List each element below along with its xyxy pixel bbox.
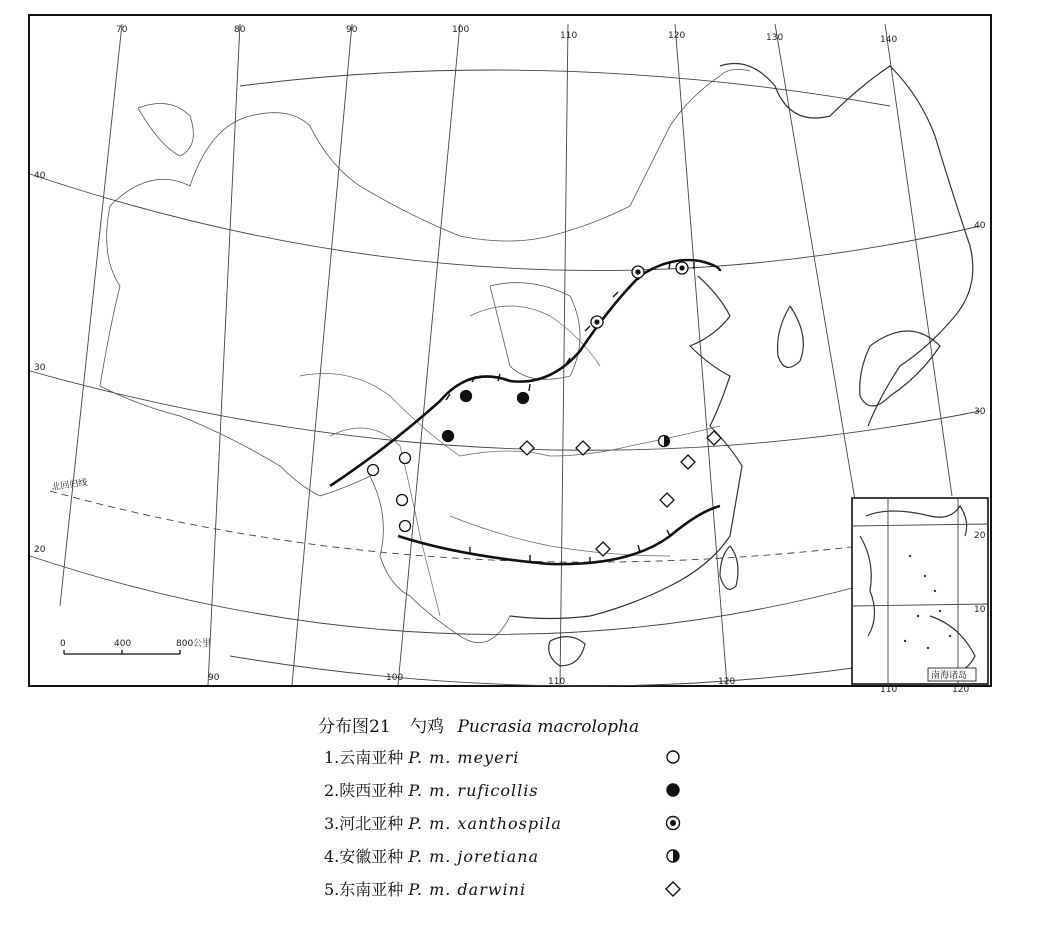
occurrence-markers xyxy=(368,262,722,556)
diamond-marker xyxy=(660,493,674,507)
scale-tick-400: 400 xyxy=(114,639,132,649)
legend-item xyxy=(318,877,738,910)
filled-circle-icon xyxy=(664,781,682,799)
scale-bar xyxy=(60,638,211,654)
legend-latin-name: P. m. darwini xyxy=(408,880,527,899)
lon-label-110-bottom: 110 xyxy=(548,677,566,687)
diamond-icon xyxy=(664,880,682,898)
range-boundary-ticks xyxy=(446,262,694,564)
figure-caption xyxy=(318,712,738,910)
diamond-marker xyxy=(681,455,695,469)
legend-latin-name: P. m. joretiana xyxy=(408,847,540,866)
inset-title: 南海诸岛 xyxy=(931,671,968,681)
legend-latin-name: P. m. meyeri xyxy=(408,748,520,767)
half-circle-marker xyxy=(659,436,670,447)
lon-label-140: 140 xyxy=(880,35,898,45)
filled-circle-marker xyxy=(518,393,529,404)
longitude-labels-top xyxy=(116,25,897,45)
figure-number: 分布图21 xyxy=(318,717,391,737)
lat-label-30-right: 30 xyxy=(974,407,986,417)
distribution-map xyxy=(28,14,992,695)
legend-number: 3. xyxy=(324,814,340,833)
legend-number: 4. xyxy=(324,847,340,866)
tropic-label: 北回归线 xyxy=(51,478,89,493)
lat-label-40-left: 40 xyxy=(34,171,46,181)
species-scientific-name: Pucrasia macrolopha xyxy=(457,717,640,737)
meridians xyxy=(60,24,952,685)
legend-number: 1. xyxy=(324,748,340,767)
caption-title xyxy=(318,712,738,737)
open-circle-marker xyxy=(397,495,408,506)
open-circle-marker xyxy=(368,465,379,476)
open-circle-marker xyxy=(400,453,411,464)
half-filled-circle-icon xyxy=(664,847,682,865)
open-circle-icon xyxy=(664,748,682,766)
legend-number: 5. xyxy=(324,880,340,899)
dot-circle-marker xyxy=(676,262,688,274)
lon-label-130: 130 xyxy=(766,33,784,43)
lon-label-90: 90 xyxy=(346,25,358,35)
lat-label-40-right: 40 xyxy=(974,221,986,231)
scale-tick-0: 0 xyxy=(60,639,66,649)
lon-label-100: 100 xyxy=(452,25,470,35)
legend-item xyxy=(318,745,738,778)
lon-label-120: 120 xyxy=(668,31,686,41)
legend-subspecies-name: 东南亚种 xyxy=(339,880,404,899)
legend-subspecies-name: 河北亚种 xyxy=(339,814,404,833)
inset-map xyxy=(852,498,988,695)
species-common-name: 勺鸡 xyxy=(410,717,445,737)
filled-circle-marker xyxy=(443,431,454,442)
legend-latin-name: P. m. ruficollis xyxy=(408,781,539,800)
latitude-labels xyxy=(34,171,986,555)
lon-label-100-bottom: 100 xyxy=(386,673,404,683)
inset-lat-10: 10 xyxy=(974,605,986,615)
rivers xyxy=(300,306,720,616)
legend-subspecies-name: 云南亚种 xyxy=(339,748,404,767)
diamond-marker xyxy=(707,431,721,445)
inset-lat-20: 20 xyxy=(974,531,986,541)
legend-item xyxy=(318,811,738,844)
range-boundary-south xyxy=(398,506,720,564)
diamond-marker xyxy=(596,542,610,556)
lat-label-30-left: 30 xyxy=(34,363,46,373)
lon-label-90-bottom: 90 xyxy=(208,673,220,683)
lon-label-80: 80 xyxy=(234,25,246,35)
inset-lon-120: 120 xyxy=(952,685,970,695)
open-circle-marker xyxy=(400,521,411,532)
lon-label-110: 110 xyxy=(560,31,578,41)
dot-circle-marker xyxy=(591,316,603,328)
map-canvas xyxy=(30,16,990,695)
dot-circle-icon xyxy=(664,814,682,832)
diamond-marker xyxy=(576,441,590,455)
filled-circle-marker xyxy=(461,391,472,402)
legend-subspecies-name: 安徽亚种 xyxy=(339,847,404,866)
lon-label-70: 70 xyxy=(116,25,128,35)
lat-label-20-left: 20 xyxy=(34,545,46,555)
lon-label-120-bottom: 120 xyxy=(718,677,736,687)
legend-subspecies-name: 陕西亚种 xyxy=(339,781,404,800)
legend-number: 2. xyxy=(324,781,340,800)
inset-lon-110: 110 xyxy=(880,685,898,695)
legend-item xyxy=(318,778,738,811)
scale-tick-800: 800公里 xyxy=(176,639,212,649)
legend-item xyxy=(318,844,738,877)
dot-circle-marker xyxy=(632,266,644,278)
legend-latin-name: P. m. xanthospila xyxy=(408,814,562,833)
